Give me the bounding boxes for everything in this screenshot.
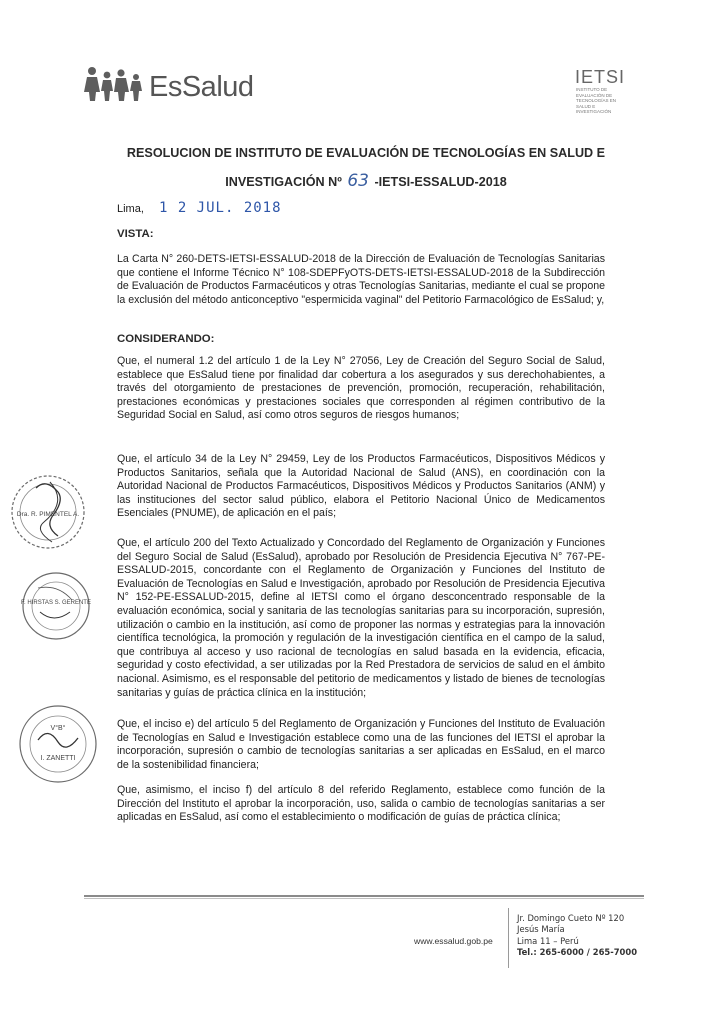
paragraph-vista: La Carta N° 260-DETS-IETSI-ESSALUD-2018 de la Dirección de Evaluación de Tecnologías Sanitarias que contiene el Informe Técnico N° 108-SDEPFyOTS-DETS-IETSI-ESSALUD-2018 de la Subdirección de Evaluación de Productos Farmacéuticos y otras Tecnologías Sanitarias, mediante el cual se propone la exclusión del método anticonceptivo "espermicida vaginal" del Petitorio Farmacológico de EsSalud; y, [117,253,605,306]
paragraph-ley-27056: Que, el numeral 1.2 del artículo 1 de la Ley N° 27056, Ley de Creación del Seguro Social de Salud, establece que EsSalud tiene por finalidad dar cobertura a los asegurados y sus derechohabientes, a través del otorgamiento de prestaciones de prevención, promoción, recuperación, rehabilitación, prestaciones económicas y prestaciones sociales que corresponden al régimen contributivo de la Seguridad Social en Salud, así como otros seguros de riesgos humanos; [117,355,605,422]
resolution-number: 63 [347,171,369,191]
ietsi-logo [575,68,645,115]
date-city: Lima, [117,203,144,215]
footer-address-line: Jr. Domingo Cueto Nº 120 [517,913,625,923]
ietsi-logo-subtext: INSTITUTO DE EVALUACIÓN DE TECNOLOGÍAS EN SALUD E INVESTIGACIÓN [576,87,617,114]
stamp-3-vb: V°B° [50,725,66,732]
paragraph-inciso-e: Que, el inciso e) del artículo 5 del Reglamento de Organización y Funciones del Instituto de Evaluación de Tecnologías en Salud e Investigación establece como una de las funciones del IETSI el aprobar la incorporación, supresión o cambio de tecnologías sanitarias a ser aplicadas en EsSalud, en el marco de la sostenibilidad financiera; [117,718,605,771]
stamp-2-text: F. HIRSTAS S. GERENTE [21,600,91,606]
resolution-title-line1: RESOLUCION DE INSTITUTO DE EVALUACIÓN DE TECNOLOGÍAS EN SALUD E [126,146,606,160]
footer-website: www.essalud.gob.pe [414,936,493,946]
footer-divider-thin [84,898,644,899]
footer-vertical-divider [508,908,509,968]
official-stamp-3 [14,700,102,788]
family-figures-icon [84,66,146,102]
footer-address-line: Lima 11 – Perú [517,935,579,946]
paragraph-inciso-f: Que, asimismo, el inciso f) del artículo 8 del referido Reglamento, establece como función de la Dirección del Instituto el aprobar la incorporación, uso, salida o cambio de tecnologías sanitarias a ser aplicadas en EsSalud, así como el establecimiento o modificación de guías de práctica clínica; [117,784,605,824]
title-prefix: INVESTIGACIÓN Nº [225,175,342,189]
essalud-logo-text: EsSalud [149,71,254,103]
official-stamp-1 [6,470,92,554]
resolution-title-line2 [60,171,672,191]
considerando-heading: CONSIDERANDO: [117,333,215,345]
vista-heading: VISTA: [117,228,154,240]
date-line [117,200,282,216]
paragraph-articulo-200: Que, el artículo 200 del Texto Actualizado y Concordado del Reglamento de Organización y Funciones del Seguro Social de Salud (EsSalud), aprobado por Resolución de Presidencia Ejecutiva N° 767-PE-ESSALUD-2015, concordante con el Reglamento de Organización y Funciones del Instituto de Evaluación de Tecnologías en Salud e Investigación, aprobado por Resolución de Presidencia Ejecutiva N° 152-PE-ESSALUD-2015, define al IETSI como el órgano desconcentrado responsable de la evaluación económica, social y sanitaria de las tecnologías sanitarias para su incorporación, supresión, utilización o cambio en la institución, así como de proponer las normas y estrategias para la innovación científica tecnológica, la promoción y regulación de la investigación científica en el campo de la salud, que contribuya al acceso y uso racional de tecnologías en salud basada en la evidencia, eficacia, seguridad y costo efectividad, a ser utilizadas por la Red Prestadora de servicios de salud en el ámbito nacional. Asimismo, es el responsable del petitorio de medicamentos y listado de bienes de tecnologías sanitarias y guías de práctica clínica en la institución; [117,537,605,699]
essalud-logo [84,66,254,102]
footer-divider [84,895,644,897]
date-stamp: 1 2 JUL. 2018 [158,200,282,216]
stamp-3-text: I. ZANETTI [40,755,76,762]
footer-address-line: Tel.: 265-6000 / 265-7000 [517,947,638,958]
official-stamp-2 [18,568,94,644]
ietsi-logo-mark: IETSI [575,67,626,87]
footer-address-line: Jesús María [517,924,565,935]
title-suffix: -IETSI-ESSALUD-2018 [374,175,507,189]
paragraph-ley-29459: Que, el artículo 34 de la Ley N° 29459, Ley de los Productos Farmacéuticos, Dispositivos Médicos y Productos Sanitarios, señala que la Autoridad Nacional de Salud (ANS), en coordinación con la Autoridad Nacional de Productos Farmacéuticos, Dispositivos Médicos y Productos Sanitarios (ANM) y las instituciones del sector salud público, elabora el Petitorio Nacional Único de Medicamentos Esenciales (PNUME), de aplicación en el país; [117,453,605,520]
footer-address [517,913,637,959]
stamp-1-text: Dra. R. PIMENTEL A. [16,511,80,518]
